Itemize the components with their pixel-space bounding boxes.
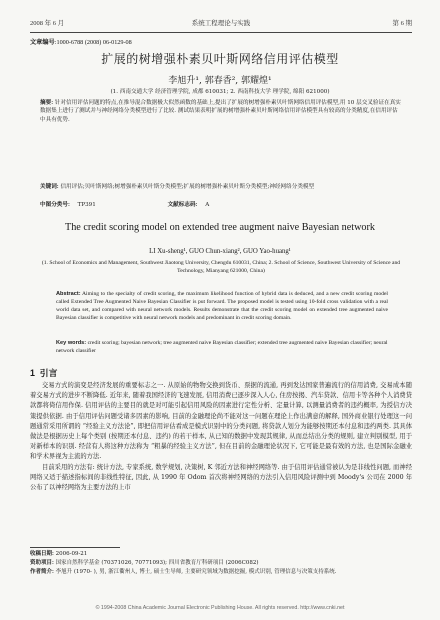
section-number: 1 — [30, 368, 35, 378]
abstract-chinese-text: 针对信用评估问题的特点,在推导混合数据极大似然函数的基础上,提出了扩展的树增强朴素贝叶斯网络信用评估模型,用 10 层交叉验证在真实数据集上进行了测试并与神经网络分类模型进行了比较. 测试结果表明扩展的树增强朴素贝叶斯网络信用评估模型具有较高的分类精度,在信用评估中具有优势. — [40, 100, 401, 123]
classification-line — [40, 200, 402, 208]
abstract-chinese-label: 摘要: — [40, 100, 54, 106]
header-journal-name: 系统工程理论与实践 — [191, 20, 251, 27]
header-date: 2008 年 6 月 — [30, 20, 65, 27]
fund-text: 国家自然科学基金 (70371026, 70771093); 四川省教育厅科研项目 (2006C082) — [55, 560, 259, 567]
running-header — [30, 18, 412, 32]
affiliation-english: (1. School of Economics and Management, Southwest Jiaotong University, Chengdu 610031, China; 2. School of Science, Southwest University of Science and Technology, Mianyang 621000, China) — [41, 260, 401, 274]
abstract-english-text: Aiming to the specialty of credit scoring, the maximum likelihood function of hybrid data is deduced, and a new credit scoring model called Extended Tree Augmented Naive Bayesian Classifier is put forward. The proposed model is tested using 10-fold cross validation with a real world data set, and compared with neural network models. Results demonstrate that the credit scoring model on extended tree augmented naive Bayesian classifier is competitive with neural network models and predominant in credit scoring domain. — [56, 291, 388, 321]
article-number — [30, 37, 132, 46]
received-date: 2006-09-21 — [55, 551, 88, 557]
body-paragraph-2: 目前采用的方法有: 统计方法, 专家系统, 数学规划, 决策树, K 邻近方法和神经网络等. 由于信用评估通常被认为是非线性问题, 而神经网络又适于描述指标间的非线性特征, 因此, 从 1990 年 Odom 首次将神经网络的方法引入信用风险评测中到 Moody's 公司在 2000 年公布了以神经网络为主要方法的上市 — [30, 463, 412, 492]
footnote-fund — [30, 559, 412, 568]
doc-code-value: A — [205, 202, 210, 208]
received-label: 收稿日期: — [30, 551, 54, 557]
body-paragraph-1: 交易方式的演变是经济发展的重要标志之一. 从原始的物物交换到货币、票据的流通, 再到发达国家普遍流行的信用消费, 交易成本随着交易方式的进步不断降低. 近年来, 随着我国经济的飞速发展, 信用消费已逐步深入人心, 住房按揭、汽车贷款、信用卡等各种个人消费贷款都将倚信用作保. 信用评估的主要目的就是对可能引起信用风险的因素进行定性分析、定量计算, 以测量消费者的违约概率, 为授信方决策提供依据. 由于信用评估问题受诸多因素的影响, 目前的金融理论尚不能对这一问题在理论上作出满意的解释, 国外商业银行处理这一问题通常采用所谓的 “经验主义方法论”, 即把信用评估看成是模式识别中的分类问题, 将贷款人划分为能够按期还本付息和违约两类. 其具体做法是根据历史上每个类别 (按期还本付息、违约) 的若干样本, 从已知的数据中发现其规律, 从而总结出分类的规则, 建立判别模型, 用于对新样本的识别. 经营有人将这种方法称为 “粗暴的经验主义方法”, 但在目前的金融理论状况下, 它可能是最有效的方法, 也是国际金融业和学术界视为主流的方法. — [30, 382, 412, 461]
article-number-value: :1000-6788 (2008) 06-0129-08 — [54, 39, 132, 46]
footnote-bio — [30, 568, 412, 577]
title-chinese: 扩展的树增强朴素贝叶斯网络信用评估模型 — [101, 52, 339, 66]
footnote-rule — [30, 547, 120, 548]
title-english: The credit scoring model on extended tree augment naive Bayesian network — [64, 222, 376, 233]
keywords-english-text: credit scoring; bayesian network; tree augmented naive Bayesian classifier; extended tree augmented naive Bayesian classifier; neural network classifier — [56, 340, 388, 354]
bio-label: 作者简介: — [30, 569, 54, 576]
clc-value: TP391 — [77, 202, 96, 208]
abstract-chinese — [40, 99, 402, 124]
keywords-chinese — [40, 183, 402, 191]
keywords-chinese-label: 关键词: — [40, 184, 59, 190]
authors-english: LI Xu-sheng¹, GUO Chun-xiang², GUO Yao-huang¹ — [149, 248, 291, 255]
section-heading — [30, 366, 57, 379]
header-issue: 第 6 期 — [392, 20, 412, 27]
fund-label: 资助项目: — [30, 560, 54, 567]
authors-chinese: 李旭升¹, 郭春香², 郭耀煌¹ — [168, 76, 272, 86]
abstract-english — [56, 291, 388, 323]
keywords-english-label: Key words: — [56, 340, 87, 346]
doc-code-label: 文献标志码: — [167, 202, 198, 208]
bio-text: 李旭升 (1970- ), 男, 浙江衢州人, 博士, 硕士生导师, 主要研究领域为数据挖掘, 模式识别, 管理信息与决策支持系统. — [55, 569, 337, 576]
keywords-english — [56, 340, 388, 356]
affiliation-chinese: (1. 西南交通大学 经济管理学院, 成都 610031; 2. 西南科技大学 理学院, 绵阳 621000) — [110, 89, 330, 95]
keywords-chinese-text: 信用评估;贝叶斯网络;树增强朴素贝叶斯分类模型;扩展的树增强朴素贝叶斯分类模型;神经网络分类模型 — [60, 184, 315, 190]
clc-label: 中图分类号: — [40, 202, 70, 208]
abstract-english-label: Abstract: — [56, 291, 81, 297]
copyright-line: © 1994-2008 China Academic Journal Electronic Publishing House. All rights reserved. http://www.cnki.net — [95, 605, 345, 611]
body-text — [30, 381, 412, 492]
article-number-label: 文章编号 — [30, 39, 55, 46]
header-rule — [30, 32, 412, 33]
section-title: 引言 — [39, 368, 58, 378]
footnote — [30, 550, 412, 578]
footnote-received — [30, 550, 412, 559]
